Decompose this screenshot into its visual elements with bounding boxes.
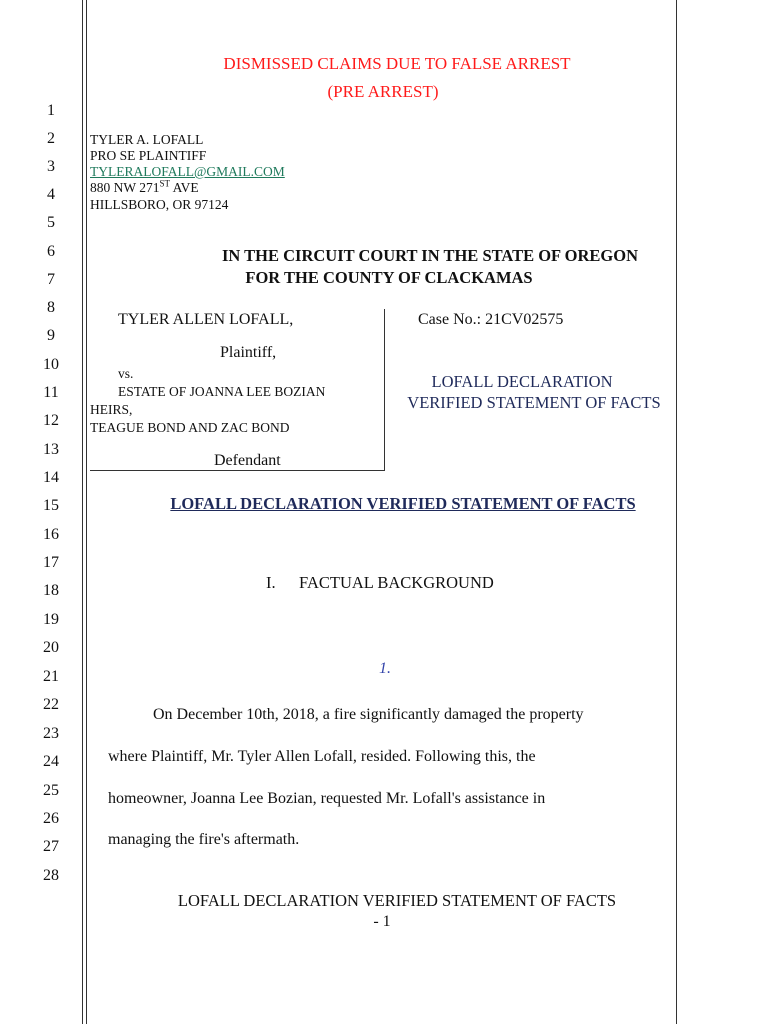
paragraph-line: managing the fire's aftermath.	[108, 831, 300, 848]
line-number: 23	[43, 725, 59, 742]
caption-doc-title-line1: LOFALL DECLARATION	[431, 372, 613, 391]
party-role: PRO SE PLAINTIFF	[90, 148, 207, 163]
line-number: 18	[43, 582, 59, 599]
section-numeral: I.	[266, 573, 276, 592]
line-number: 15	[43, 497, 59, 514]
line-number: 22	[43, 696, 59, 713]
paragraph-line: On December 10th, 2018, a fire significantly damaged the property	[153, 706, 584, 723]
caption-doc-title-line2: VERIFIED STATEMENT OF FACTS	[407, 393, 661, 412]
defendant-label: Defendant	[214, 452, 281, 469]
left-margin-rule-inner	[86, 0, 87, 1024]
defendant-line3: TEAGUE BOND AND ZAC BOND	[90, 420, 290, 435]
paragraph-number: 1.	[379, 660, 391, 677]
line-number: 27	[43, 838, 59, 855]
address-ordinal: ST	[159, 178, 171, 189]
pre-arrest-heading: (PRE ARREST)	[327, 82, 439, 101]
plaintiff-name: TYLER ALLEN LOFALL,	[118, 311, 294, 328]
email-link[interactable]: TYLERALOFALL@GMAIL.COM	[90, 164, 285, 179]
line-number: 5	[47, 214, 55, 231]
line-number: 2	[47, 130, 55, 147]
line-number: 13	[43, 441, 59, 458]
paragraph-line: homeowner, Joanna Lee Bozian, requested Mr. Lofall's assistance in	[108, 790, 546, 807]
left-margin-rule-outer	[82, 0, 83, 1024]
line-number: 8	[47, 299, 55, 316]
address-number: 880 NW 271	[90, 180, 160, 195]
plaintiff-label: Plaintiff,	[220, 344, 277, 361]
line-number: 19	[43, 611, 59, 628]
line-number: 10	[43, 356, 59, 373]
footer-title: LOFALL DECLARATION VERIFIED STATEMENT OF FACTS	[177, 891, 617, 910]
line-number: 14	[43, 469, 59, 486]
dismissed-claims-heading: DISMISSED CLAIMS DUE TO FALSE ARREST	[223, 54, 571, 73]
line-number: 21	[43, 668, 59, 685]
party-name: TYLER A. LOFALL	[90, 132, 204, 147]
defendant-line2: HEIRS,	[90, 402, 133, 417]
footer-page-number: - 1	[373, 913, 391, 930]
line-number: 25	[43, 782, 59, 799]
line-number: 7	[47, 271, 55, 288]
line-number: 28	[43, 867, 59, 884]
case-number: Case No.: 21CV02575	[418, 311, 564, 328]
line-number: 9	[47, 327, 55, 344]
court-name-line1: IN THE CIRCUIT COURT IN THE STATE OF OREGON	[222, 246, 638, 265]
line-number: 12	[43, 412, 59, 429]
line-number: 6	[47, 243, 55, 260]
line-number: 3	[47, 158, 55, 175]
versus-label: vs.	[118, 366, 134, 381]
line-number: 16	[43, 526, 59, 543]
line-number: 24	[43, 753, 59, 770]
paragraph-line: where Plaintiff, Mr. Tyler Allen Lofall, resided. Following this, the	[108, 748, 536, 765]
line-number: 26	[43, 810, 59, 827]
party-city: HILLSBORO, OR 97124	[90, 197, 229, 212]
line-number: 1	[47, 102, 55, 119]
section-title: FACTUAL BACKGROUND	[299, 573, 494, 592]
party-address	[90, 180, 199, 196]
line-number: 11	[43, 384, 59, 401]
line-number: 4	[47, 186, 55, 203]
line-number: 20	[43, 639, 59, 656]
line-number: 17	[43, 554, 59, 571]
defendant-line1: ESTATE OF JOANNA LEE BOZIAN	[118, 384, 326, 399]
court-name-line2: FOR THE COUNTY OF CLACKAMAS	[245, 268, 533, 287]
document-heading: LOFALL DECLARATION VERIFIED STATEMENT OF FACTS	[170, 494, 636, 513]
address-street: AVE	[170, 180, 199, 195]
